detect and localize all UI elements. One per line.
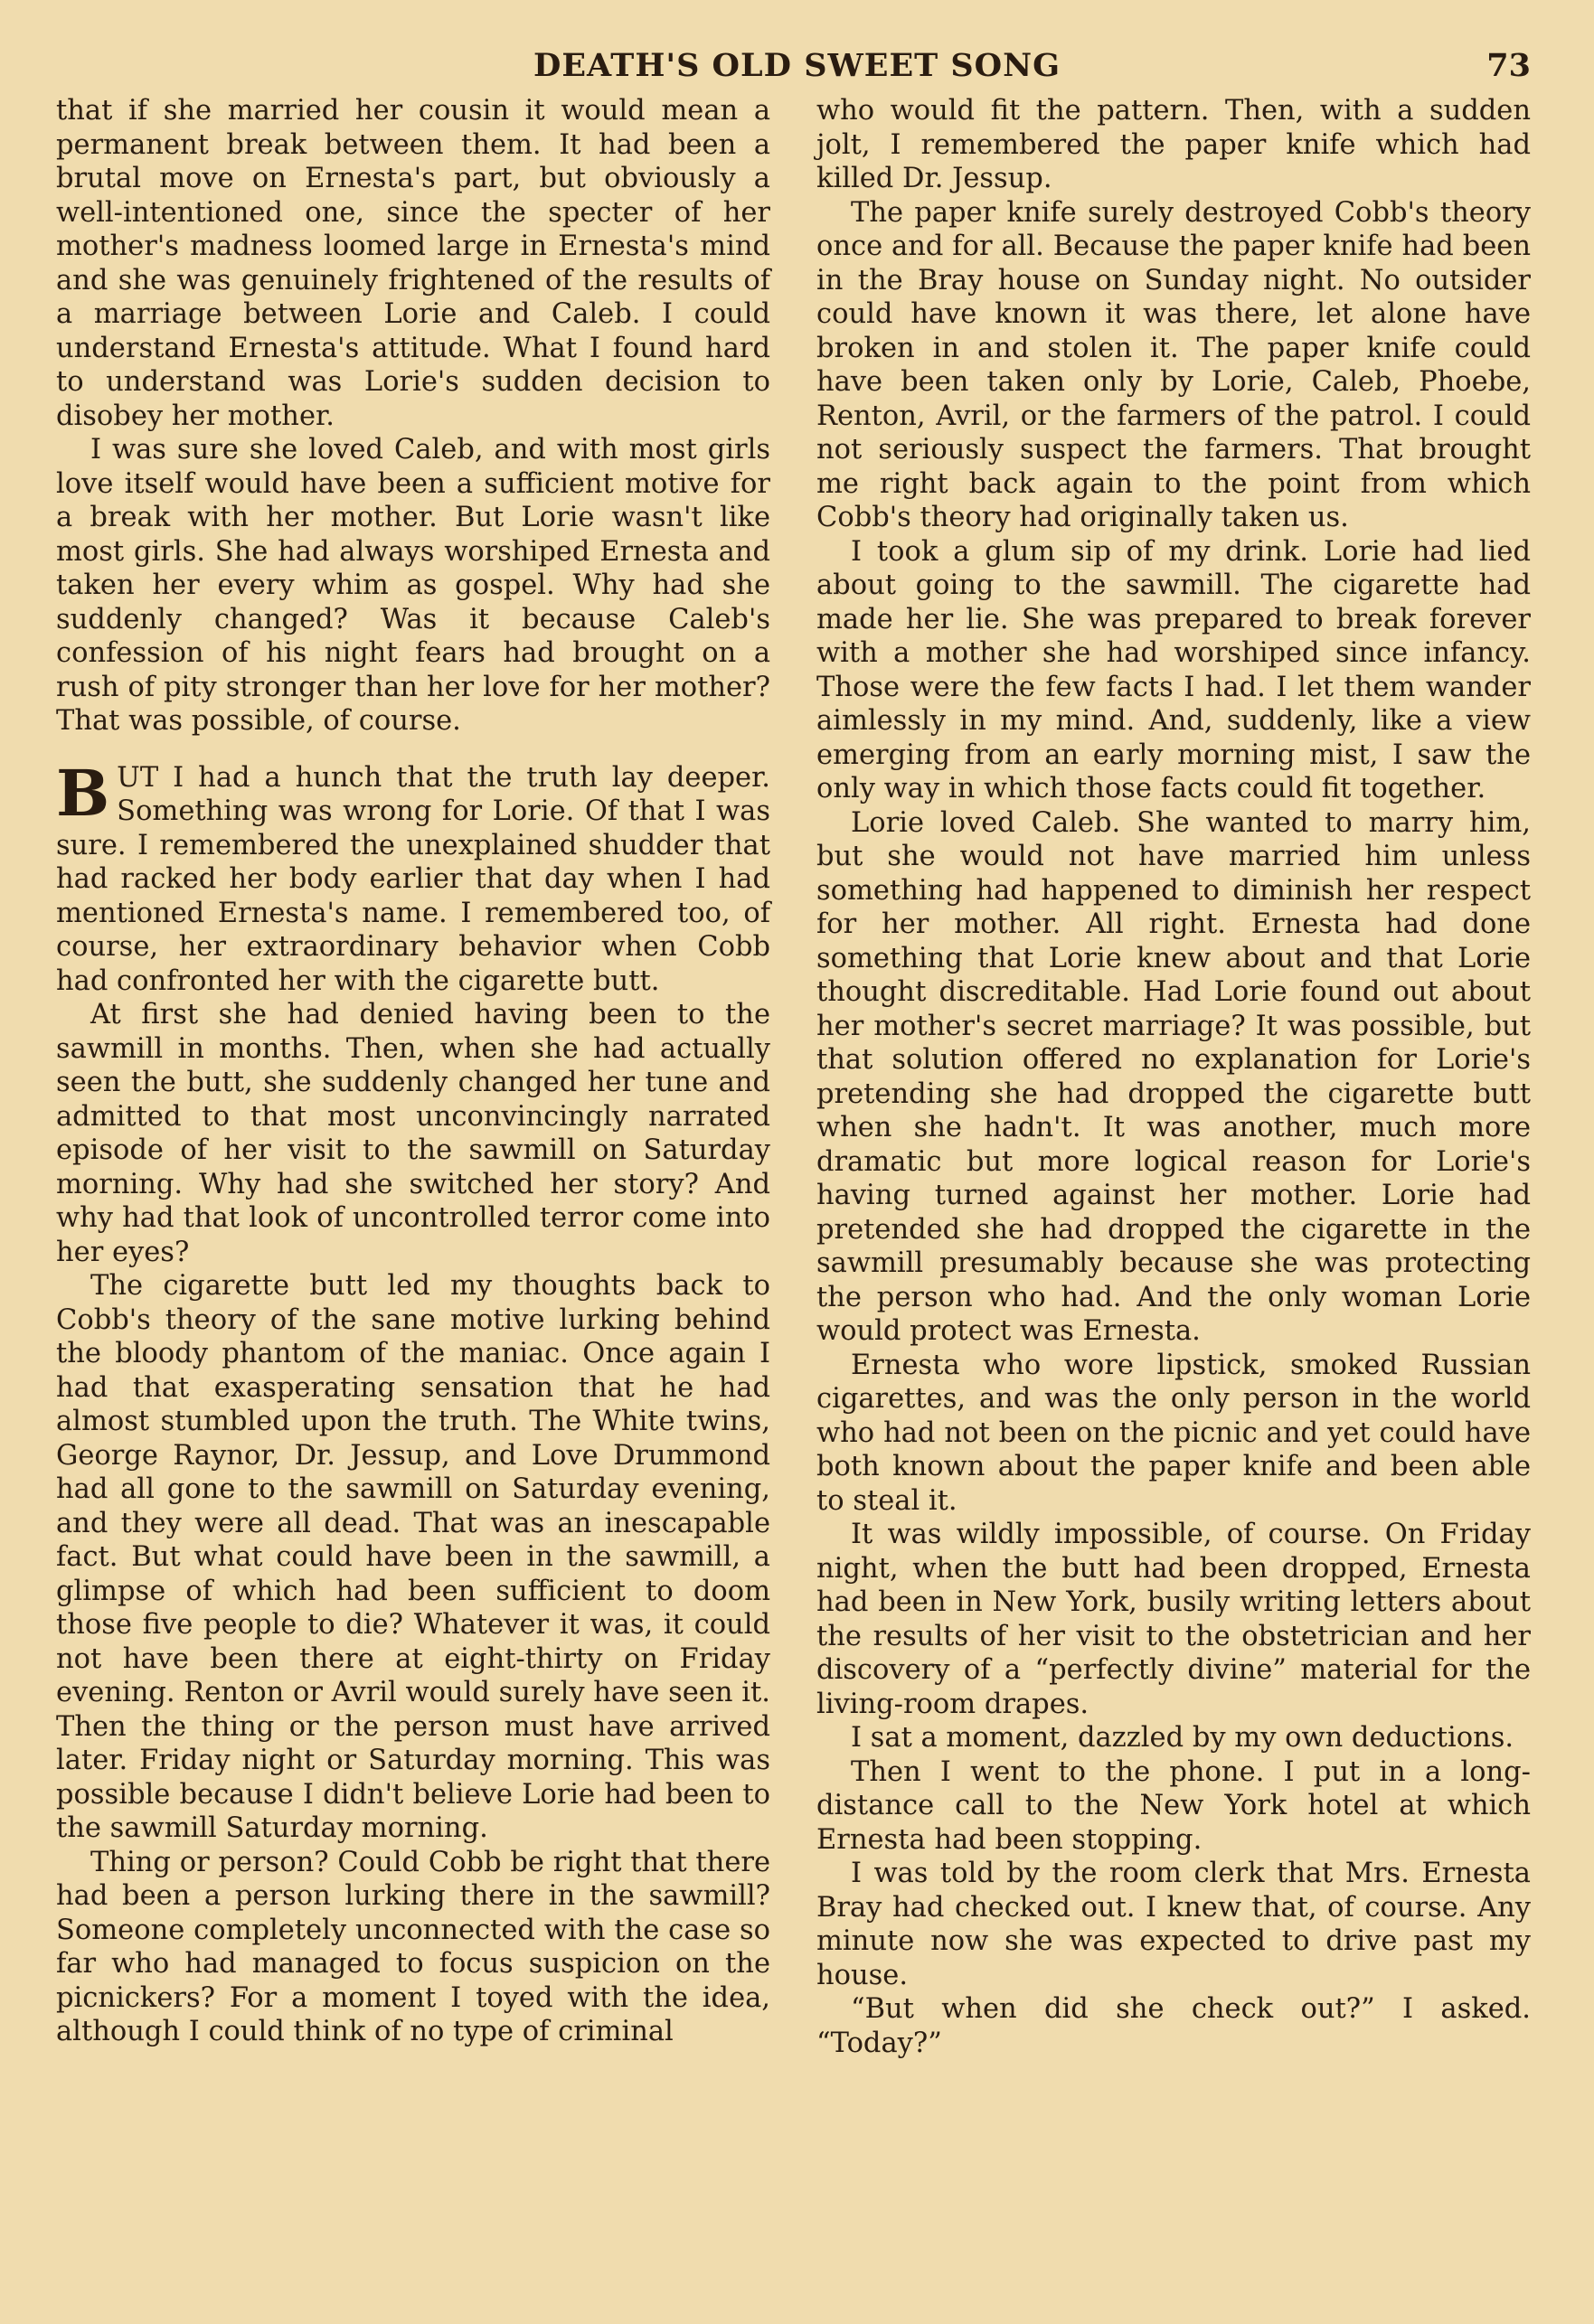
paragraph: At first she had denied having been to the sawmill in months. Then, when she had actually seen the butt, she suddenly changed her tune and admitted to that most unconvincingly narrated episode of her visit to the sawmill on Saturday morning. Why had she switched her story? And why had that look of uncontrolled terror come into her eyes? [56,999,770,1268]
paragraph: Thing or person? Could Cobb be right that there had been a person lurking there in the sawmill? Someone completely unconnected with the case so far who had managed to focus suspicion on the picnickers? For a moment I toyed with the idea, although I could think of no type of criminal [56,1846,770,2047]
paragraph-text: UT I had a hunch that the truth lay deeper. Something was wrong for Lorie. Of that I was sure. I remembered the unexplained shudder that had racked her body earlier that day when I had mentioned Ernesta's name. I remembered too, of course, her extraordinary behavior when Cobb had confronted her with the cigarette butt. [56,761,770,997]
paragraph-with-dropcap [56,755,770,999]
running-title: DEATH'S OLD SWEET SONG [533,47,1061,84]
paragraph: who would fit the pattern. Then, with a sudden jolt, I remembered the paper knife which had killed Dr. Jessup. [816,95,1531,194]
page-number: 73 [1486,47,1531,84]
right-column [816,94,1531,2060]
paragraph: I was sure she loved Caleb, and with most girls love itself would have been a sufficient motive for a break with her mother. But Lorie wasn't like most girls. She had always worshiped Ernesta and taken her every whim as gospel. Why had she suddenly changed? Was it because Caleb's confession of his night fears had brought on a rush of pity stronger than her love for her mother? That was possible, of course. [56,434,770,737]
paragraph: The paper knife surely destroyed Cobb's theory once and for all. Because the paper knife had been in the Bray house on Sunday night. No outsider could have known it was there, let alone have broken in and stolen it. The paper knife could have been taken only by Lorie, Caleb, Phoebe, Renton, Avril, or the farmers of the patrol. I could not seriously suspect the farmers. That brought me right back again to the point from which Cobb's theory had originally taken us. [816,196,1531,533]
paragraph: It was wildly impossible, of course. On Friday night, when the butt had been dropped, Ernesta had been in New York, busily writing letters about the results of her visit to the obstetrician and her discovery of a “perfectly divine” material for the living-room drapes. [816,1519,1531,1720]
left-column [56,94,770,2049]
paragraph: I was told by the room clerk that Mrs. Ernesta Bray had checked out. I knew that, of course. Any minute now she was expected to drive past my house. [816,1858,1531,1991]
page-header [0,47,1594,92]
paragraph: The cigarette butt led my thoughts back to Cobb's theory of the sane motive lurking behind the bloody phantom of the maniac. Once again I had that exasperating sensation that he had almost stumbled upon the truth. The White twins, George Raynor, Dr. Jessup, and Love Drummond had all gone to the sawmill on Saturday evening, and they were all dead. That was an inescapable fact. But what could have been in the sawmill, a glimpse of which had been sufficient to doom those five people to die? Whatever it was, it could not have been there at eight-thirty on Friday evening. Renton or Avril would surely have seen it. Then the thing or the person must have arrived later. Friday night or Saturday morning. This was possible because I didn't believe Lorie had been to the sawmill Saturday morning. [56,1270,770,1844]
paragraph: Ernesta who wore lipstick, smoked Russian cigarettes, and was the only person in the world who had not been on the picnic and yet could have both known about the paper knife and been able to steal it. [816,1349,1531,1517]
paragraph: Then I went to the phone. I put in a long-distance call to the New York hotel at which Ernesta had been stopping. [816,1755,1531,1856]
paragraph: “But when did she check out?” I asked. “Today?” [816,1993,1531,2059]
drop-cap: B [56,755,110,831]
paragraph: I took a glum sip of my drink. Lorie had lied about going to the sawmill. The cigarette had made her lie. She was prepared to break forever with a mother she had worshiped since infancy. Those were the few facts I had. I let them wander aimlessly in my mind. And, suddenly, like a view emerging from an early morning mist, I saw the only way in which those facts could fit together. [816,535,1531,804]
paragraph: I sat a moment, dazzled by my own deductions. [851,1722,1514,1754]
paragraph: Lorie loved Caleb. She wanted to marry him, but she would not have married him unless something had happened to diminish her respect for her mother. All right. Ernesta had done something that Lorie knew about and that Lorie thought discreditable. Had Lorie found out about her mother's secret marriage? It was possible, but that solution offered no explanation for Lorie's pretending she had dropped the cigarette butt when she hadn't. It was another, much more dramatic but more logical reason for Lorie's having turned against her mother. Lorie had pretended she had dropped the cigarette in the sawmill presumably because she was protecting the person who had. And the only woman Lorie would protect was Ernesta. [816,806,1531,1347]
paragraph: that if she married her cousin it would mean a permanent break between them. It had been a brutal move on Ernesta's part, but obviously a well-intentioned one, since the specter of her mother's madness loomed large in Ernesta's mind and she was genuinely frightened of the results of a marriage between Lorie and Caleb. I could understand Ernesta's attitude. What I found hard to understand was Lorie's sudden decision to disobey her mother. [56,95,770,432]
